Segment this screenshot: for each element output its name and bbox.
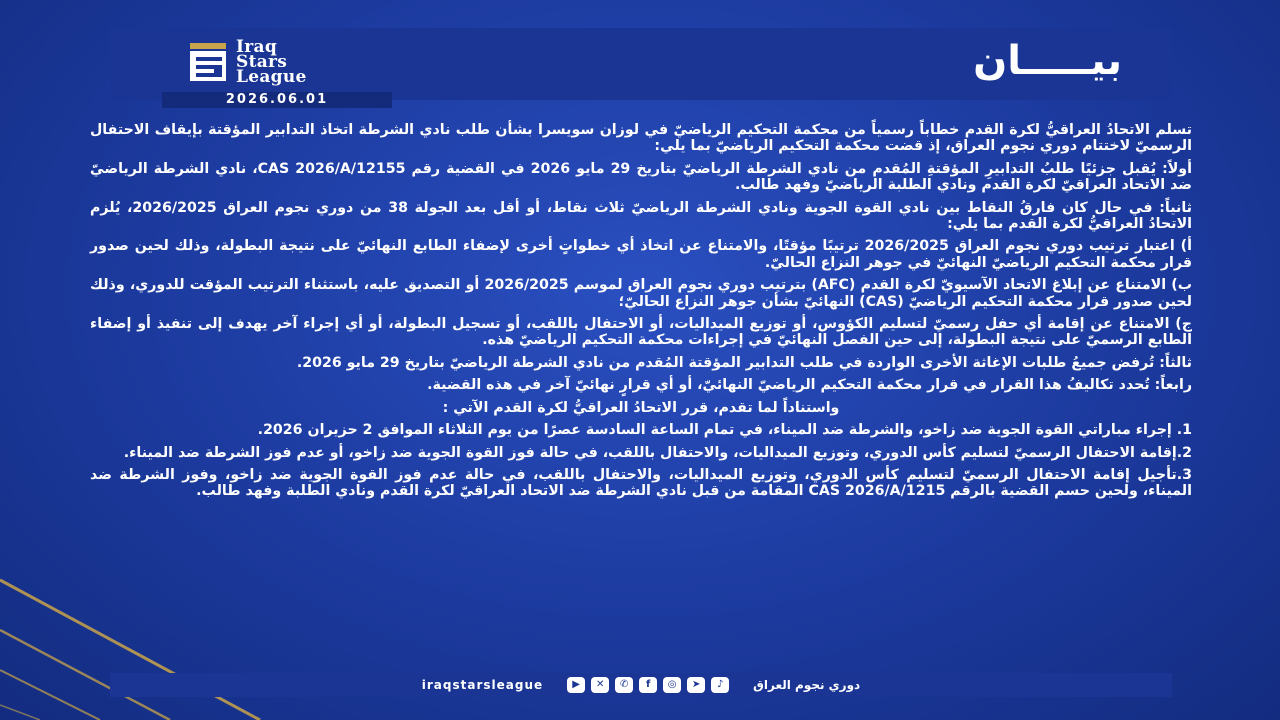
whatsapp-icon[interactable]: ✆: [615, 677, 633, 693]
paragraph-item-a: أ) اعتبار ترتيب دوري نجوم العراق 2026/2025 ترتيبًا مؤقتًا، والامتناع عن اتخاذ أي خطواتٍ أخرى لإضفاء الطابع النهائيّ على نتيجة البطولة، وذلك لحين صدور قرار محكمة التحكيم الرياضيّ النهائيّ في جوهر النزاع الحاليّ.: [90, 238, 1192, 271]
paragraph-intro: تسلم الاتحادُ العراقيُّ لكرة القدم خطاباً رسمياً من محكمة التحكيم الرياضيّ في لوزان سويسرا بشأن طلب نادي الشرطة اتخاذ التدابير المؤقتة بإيقاف الاحتفال الرسميّ لاختتام دوري نجوم العراق، إذ قضت محكمة التحكيم الرياضيّ بما يلي:: [90, 122, 1192, 155]
logo-line: League: [236, 66, 307, 87]
x-icon[interactable]: ✕: [591, 677, 609, 693]
paragraph-third: ثالثاً: تُرفض جميعُ طلبات الإغاثة الأخرى الواردة في طلب التدابير المؤقتة المُقدم من نادي الشرطة الرياضيّ بتاريخ 29 مايو 2026.: [296, 354, 1192, 371]
logo-line: Iraq: [236, 36, 278, 57]
youtube-icon[interactable]: ▶: [567, 677, 585, 693]
instagram-icon[interactable]: ◎: [663, 677, 681, 693]
social-icons: [567, 677, 729, 693]
page-title: بيـــــان: [973, 38, 1122, 84]
league-logo: [188, 36, 378, 88]
league-logo-icon: [188, 41, 228, 83]
league-name-arabic: دوري نجوم العراق: [753, 678, 861, 692]
footer-bar: [110, 673, 1172, 697]
telegram-icon[interactable]: ➤: [687, 677, 705, 693]
facebook-icon[interactable]: f: [639, 677, 657, 693]
logo-line: Stars: [236, 51, 288, 72]
paragraph-item-c: ج) الامتناع عن إقامة أي حفل رسميّ لتسليم الكؤوس، أو توزيع الميداليات، أو الاحتفال باللقب، أو تسجيل البطولة، أو أي إجراء آخر يهدف إلى تنفيذ أو إضفاء الطابع الرسميّ على نتيجة البطولة، إلى حين الفصل النهائيّ في إجراءات محكمة التحكيم الرياضيّ هذه.: [90, 316, 1192, 349]
paragraph-first: أولاً: يُقبل جزئيًا طلبُ التدابيرِ المؤقتةِ المُقدم من نادي الشرطة الرياضيّ بتاريخ 29 مايو 2026 في القضية رقم CAS 2026/A/12155، نادي الشرطة الرياضيّ ضد الاتحاد العراقيّ لكرة القدم ونادي الطلبة الرياضيّ وفهد طالب.: [90, 160, 1192, 194]
logo-wordmark: [236, 36, 307, 87]
paragraph-decision-3: 3.تأجيل إقامة الاحتفال الرسميّ لتسليم كأس الدوري، وتوزيع الميداليات، والاحتفال باللقب، في حالة عدم فوز القوة الجوية ضد زاخو، وفوز الشرطة ضد الميناء، ولحين حسم القضية بالرقم CAS 2026/A/1215 المقامة من قبل نادي الشرطة ضد الاتحاد العراقيّ لكرة القدم ونادي الطلبة وفهد طالب.: [90, 466, 1192, 500]
statement-date: 2026.06.01: [162, 92, 392, 108]
paragraph-second: ثانياً: في حال كان فارقُ النقاط بين نادي القوة الجوية ونادي الشرطة الرياضيّ ثلاث نقاط، أو أقل بعد الجولة 38 من دوري نجوم العراق 2026/2025، يُلزم الاتحادُ العراقيُّ لكرة القدم بما يلي:: [90, 199, 1192, 233]
paragraph-decision-intro: واستناداً لما تقدم، قرر الاتحادُ العراقيُّ لكرة القدم الآتي :: [442, 399, 840, 416]
paragraph-item-b: ب) الامتناع عن إبلاغ الاتحاد الآسيويّ لكرة القدم (AFC) بترتيب دوري نجوم العراق لموسم 2026/2025 أو التصديق عليه، باستثناء الترتيب المؤقت للدوري، وذلك لحين صدور قرار محكمة التحكيم الرياضيّ (CAS) النهائيّ بشأن جوهر النزاع الحاليّ؛: [90, 277, 1192, 310]
tiktok-icon[interactable]: ♪: [711, 677, 729, 693]
paragraph-fourth: رابعاً: تُحدد تكاليفُ هذا القرار في قرار محكمة التحكيم الرياضيّ النهائيّ، أو أي قرارٍ نهائيّ آخر في هذه القضية.: [427, 377, 1192, 394]
social-handle[interactable]: iraqstarsleague: [421, 678, 544, 692]
paragraph-decision-2: 2.إقامة الاحتفال الرسميّ لتسليم كأس الدوري، وتوزيع الميداليات، والاحتفال باللقب، في حالة فوز القوة الجوية ضد زاخو، أو عدم فوز الشرطة ضد الميناء.: [123, 444, 1192, 461]
statement-body: [90, 122, 1192, 660]
paragraph-decision-1: 1. إجراء مباراتي القوة الجوية ضد زاخو، والشرطة ضد الميناء، في تمام الساعة السادسة عصرًا من يوم الثلاثاء الموافق 2 حزيران 2026.: [257, 422, 1192, 439]
